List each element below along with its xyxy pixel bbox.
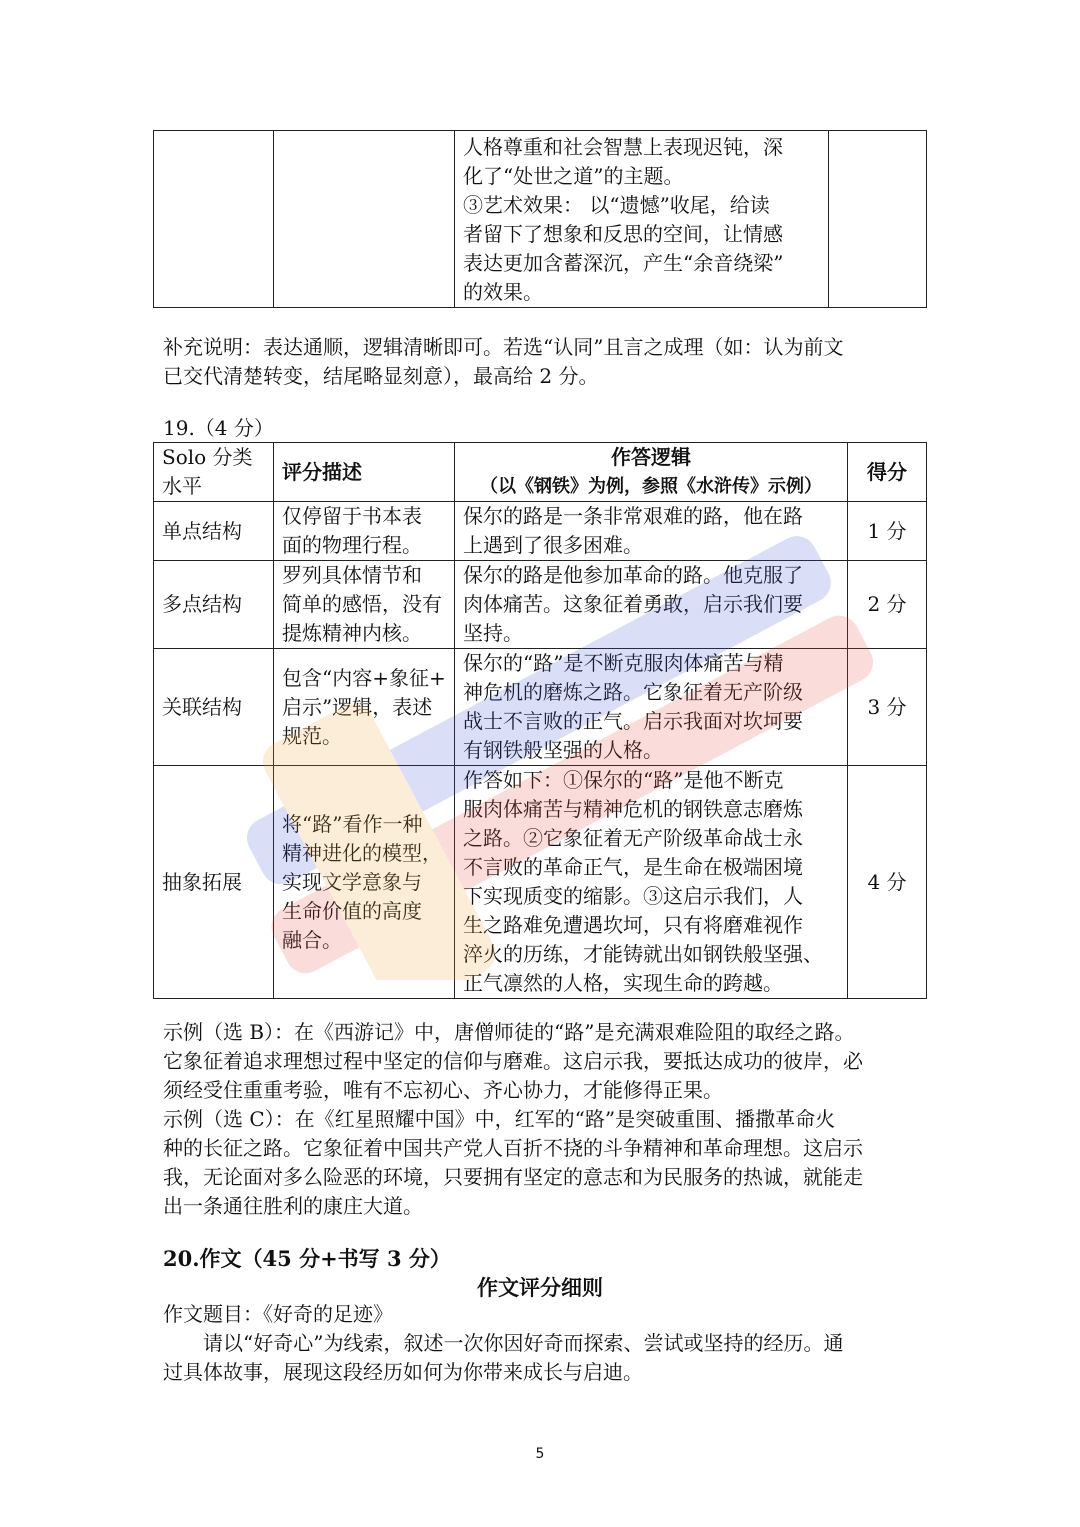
- essay-prompt: 作文题目：《好奇的足迹》 请以“好奇心”为线索，叙述一次你因好奇而探索、尝试或坚持的经历。通 过具体故事，展现这段经历如何为你带来成长与启迪。: [163, 1302, 844, 1384]
- row-level: 抽象拓展: [154, 766, 274, 999]
- table-cell: [829, 131, 927, 308]
- question-20-heading: 20.作文（45 分+书写 3 分）: [163, 1246, 451, 1271]
- page-number: 5: [535, 1446, 545, 1462]
- table-cell: [154, 131, 274, 308]
- row-level: 多点结构: [154, 561, 274, 649]
- solo-scoring-table: [153, 442, 927, 999]
- table-row: [154, 649, 927, 766]
- header-logic: 作答逻辑 （以《钢铁》为例，参照《水浒传》示例）: [455, 443, 848, 502]
- row-score: 2 分: [848, 561, 927, 649]
- row-desc: 罗列具体情节和 简单的感悟，没有 提炼精神内核。: [274, 561, 455, 649]
- row-desc: 将“路”看作一种 精神进化的模型， 实现文学意象与 生命价值的高度 融合。: [274, 766, 455, 999]
- row-logic: 保尔的路是一条非常艰难的路，他在路 上遇到了很多困难。: [455, 502, 848, 561]
- table-row: [154, 502, 927, 561]
- table-header-row: [154, 443, 927, 502]
- essay-rubric-title: 作文评分细则: [477, 1275, 603, 1300]
- table-row: [154, 561, 927, 649]
- examples-paragraph: 示例（选 B）：在《西游记》中，唐僧师徒的“路”是充满艰难险阻的取经之路。 它象征着追求理想过程中坚定的信仰与磨难。这启示我，要抵达成功的彼岸，必 须经受住重重考验，唯有不忘初心、齐心协力，才能修得正果。 示例（选 C）：在《红星照耀中国》中，红军的“路”是突破重围、播撒革命火 种的长征之路。它象征着中国共产党人百折不挠的斗争精神和革命理想。这启示 我，无论面对多么险恶的环境，只要拥有坚定的意志和为民服务的热诚，就能走 出一条通往胜利的康庄大道。: [163, 1020, 863, 1218]
- table-cell: [274, 131, 455, 308]
- row-logic: 保尔的路是他参加革命的路。他克服了 肉体痛苦。这象征着勇敢，启示我们要 坚持。: [455, 561, 848, 649]
- table-cell-text: 人格尊重和社会智慧上表现迟钝，深 化了“处世之道”的主题。 ③艺术效果： 以“遗憾”收尾，给读 者留下了想象和反思的空间，让情感 表达更加含蓄深沉，产生“余音绕梁” 的效果。: [455, 131, 829, 308]
- row-desc: 包含“内容+象征+ 启示”逻辑，表述 规范。: [274, 649, 455, 766]
- header-desc: 评分描述: [274, 443, 455, 502]
- table-row: [154, 766, 927, 999]
- answer-table-continued: [153, 130, 927, 308]
- row-logic: 保尔的“路”是不断克服肉体痛苦与精 神危机的磨炼之路。它象征着无产阶级 战士不言败的正气。启示我面对坎坷要 有钢铁般坚强的人格。: [455, 649, 848, 766]
- header-score: 得分: [848, 443, 927, 502]
- row-score: 1 分: [848, 502, 927, 561]
- row-logic: 作答如下：①保尔的“路”是他不断克 服肉体痛苦与精神危机的钢铁意志磨炼 之路。②它象征着无产阶级革命战士永 不言败的革命正气，是生命在极端困境 下实现质变的缩影。③这启示我们，人 生之路难免遭遇坎坷，只有将磨难视作 淬火的历练，才能铸就出如钢铁般坚强、 正气凛然的人格，实现生命的跨越。: [455, 766, 848, 999]
- header-level: Solo 分类 水平: [154, 443, 274, 502]
- row-level: 单点结构: [154, 502, 274, 561]
- supplementary-note: 补充说明：表达通顺，逻辑清晰即可。若选“认同”且言之成理（如：认为前文 已交代清楚转变，结尾略显刻意），最高给 2 分。: [163, 335, 844, 388]
- row-score: 4 分: [848, 766, 927, 999]
- question-19-heading: 19.（4 分）: [163, 416, 274, 440]
- row-score: 3 分: [848, 649, 927, 766]
- row-level: 关联结构: [154, 649, 274, 766]
- row-desc: 仅停留于书本表 面的物理行程。: [274, 502, 455, 561]
